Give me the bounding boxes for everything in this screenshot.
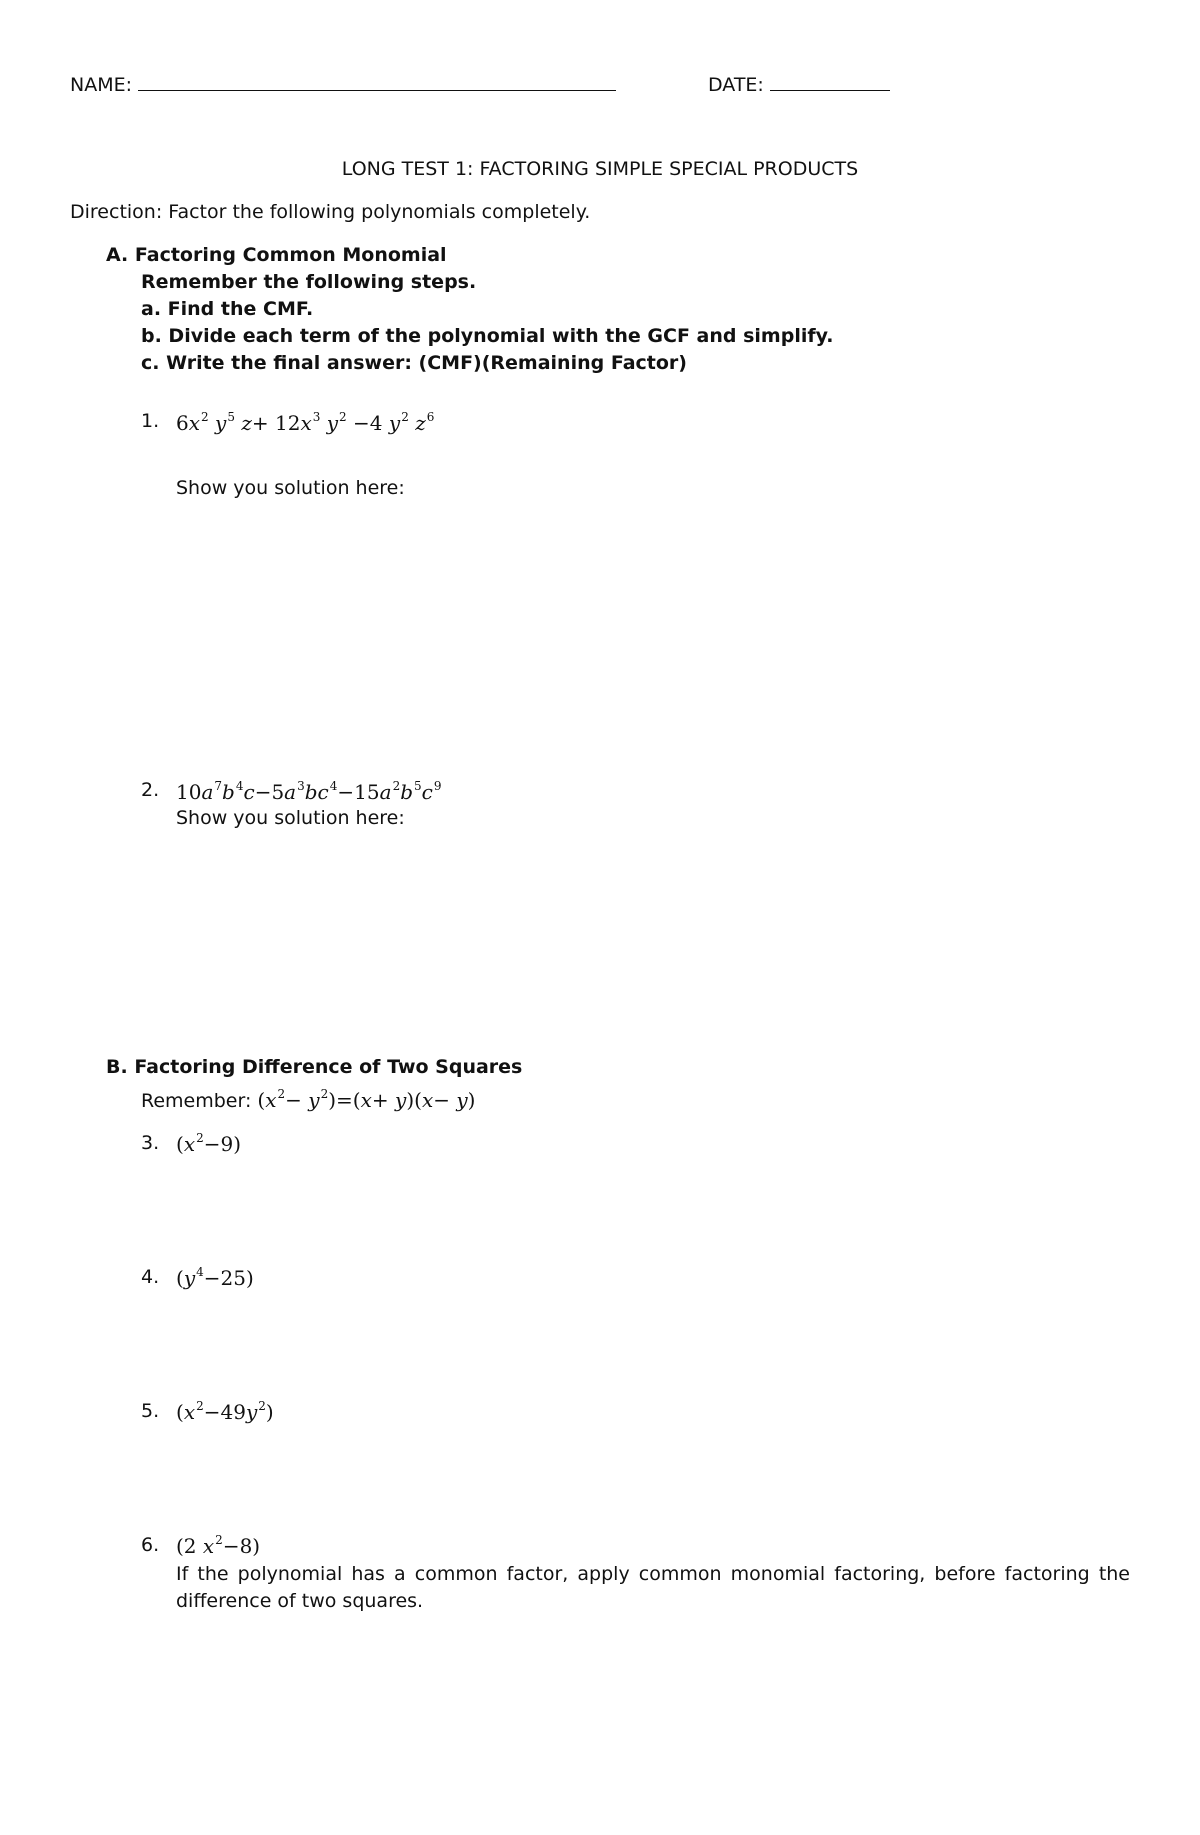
item-1-solution-prompt: Show you solution here: [176, 477, 405, 499]
section-b-heading: B. Factoring Difference of Two Squares [106, 1056, 523, 1078]
item-3-number: 3. [141, 1132, 160, 1154]
date-label: DATE: [708, 74, 764, 96]
name-blank[interactable] [138, 70, 616, 91]
step-a: a. Find the CMF. [141, 298, 314, 320]
section-b-remember [141, 1087, 475, 1113]
page-title: LONG TEST 1: FACTORING SIMPLE SPECIAL PRODUCTS [341, 158, 859, 180]
date-blank[interactable] [770, 70, 890, 91]
name-field[interactable] [70, 70, 616, 97]
step-b: b. Divide each term of the polynomial with the GCF and simplify. [141, 325, 834, 347]
item-3-expression: $(x^2-9)$ [176, 1131, 242, 1156]
direction-text: Direction: Factor the following polynomials completely. [70, 201, 591, 223]
item-6-note: If the polynomial has a common factor, apply common monomial factoring, before factoring the difference of two squares. [176, 1563, 1130, 1612]
name-label: NAME: [70, 74, 133, 96]
item-2-expression: $10a^7b^4c-5a^3bc^4-15a^2b^5c^9$ [176, 779, 442, 804]
item-5-expression: $(x^2-49y^2)$ [176, 1399, 274, 1424]
item-1-expression: $6x^2$ $y^5$ $z+ 12x^3$ $y^2 -4$ $y^2$ $z^6$ [176, 410, 435, 435]
item-5-number: 5. [141, 1400, 160, 1422]
date-field[interactable] [708, 70, 890, 97]
item-6-number: 6. [141, 1534, 160, 1556]
difference-of-squares-formula: $(x^2- y^2)=(x+ y)(x- y)$ [257, 1087, 476, 1112]
section-a-heading: A. Factoring Common Monomial [106, 244, 447, 266]
section-b-remember-label: Remember: [141, 1090, 252, 1112]
item-4-number: 4. [141, 1266, 160, 1288]
item-2-solution-prompt: Show you solution here: [176, 807, 405, 829]
step-c: c. Write the final answer: (CMF)(Remaining Factor) [141, 352, 687, 374]
item-4-expression: $(y^4-25)$ [176, 1265, 254, 1290]
item-1-number: 1. [141, 410, 160, 432]
item-2-number: 2. [141, 779, 160, 801]
section-a-remember: Remember the following steps. [141, 271, 477, 293]
item-6-expression: (2 $x^2-8$) [176, 1533, 261, 1558]
